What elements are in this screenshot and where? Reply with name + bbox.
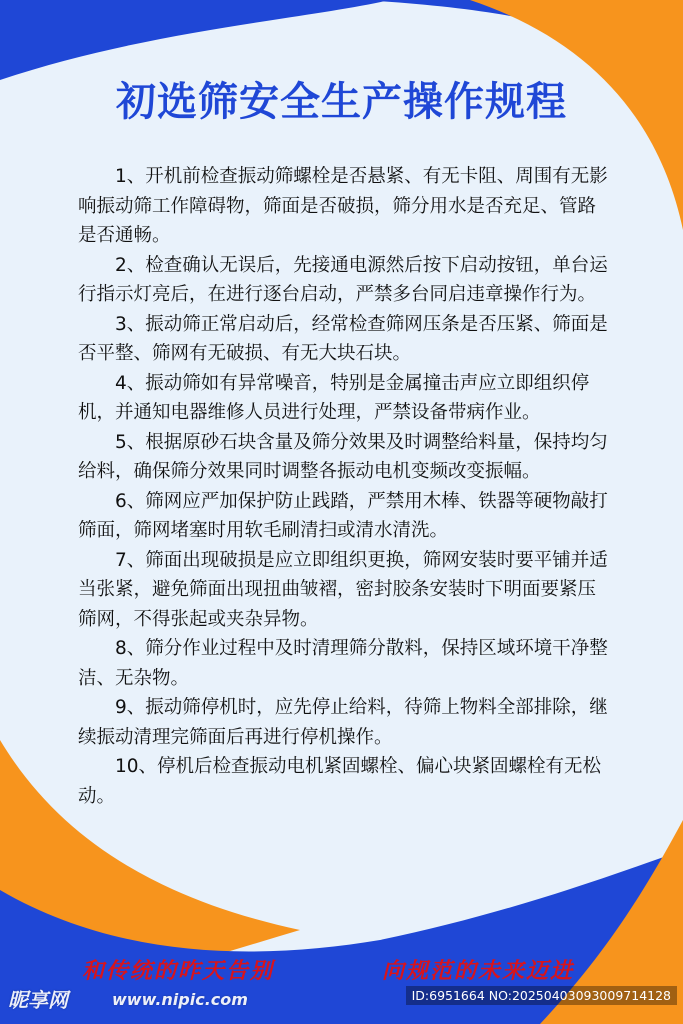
slogan-right: 向规范的未来迈进 <box>382 958 575 984</box>
rule-item: 7、筛面出现破损是应立即组织更换，筛网安装时要平铺并适当张紧，避免筛面出现扭曲皱褶，密封胶条安装时下明面要紧压筛网，不得张起或夹杂异物。 <box>78 549 608 630</box>
page-title: 初选筛安全生产操作规程 <box>116 79 567 125</box>
rule-item: 9、振动筛停机时，应先停止给料，待筛上物料全部排除，继续振动清理完筛面后再进行停机操作。 <box>78 697 608 748</box>
rule-item: 2、检查确认无误后，先接通电源然后按下启动按钮，单台运行指示灯亮后，在进行逐台启动，严禁多台同启违章操作行为。 <box>78 254 608 305</box>
rule-item: 1、开机前检查振动筛螺栓是否悬紧、有无卡阻、周围有无影响振动筛工作障碍物，筛面是否破损，筛分用水是否充足、管路是否通畅。 <box>78 166 608 246</box>
watermark-id: ID:6951664 NO:20250403093009714128 <box>406 986 677 1005</box>
rule-item: 8、筛分作业过程中及时清理筛分散料，保持区域环境干净整洁、无杂物。 <box>78 638 608 689</box>
watermark-logo: 昵享网 <box>8 988 68 1012</box>
rule-item: 5、根据原砂石块含量及筛分效果及时调整给料量，保持均匀给料，确保筛分效果同时调整各振动电机变频改变振幅。 <box>78 431 608 482</box>
rule-item: 3、振动筛正常启动后，经常检查筛网压条是否压紧、筛面是否平整、筛网有无破损、有无大块石块。 <box>78 313 608 364</box>
rule-item: 10、停机后检查振动电机紧固螺栓、偏心块紧固螺栓有无松动。 <box>78 756 602 807</box>
rule-item: 4、振动筛如有异常噪音，特别是金属撞击声应立即组织停机，并通知电器维修人员进行处理，严禁设备带病作业。 <box>78 372 590 423</box>
watermark-url: www.nipic.com <box>112 990 248 1009</box>
rules-list <box>78 162 610 811</box>
slogan-left: 和传统的昨天告别 <box>82 958 275 984</box>
rule-item: 6、筛网应严加保护防止践踏，严禁用木棒、铁器等硬物敲打筛面，筛网堵塞时用软毛刷清扫或清水清洗。 <box>78 490 608 541</box>
